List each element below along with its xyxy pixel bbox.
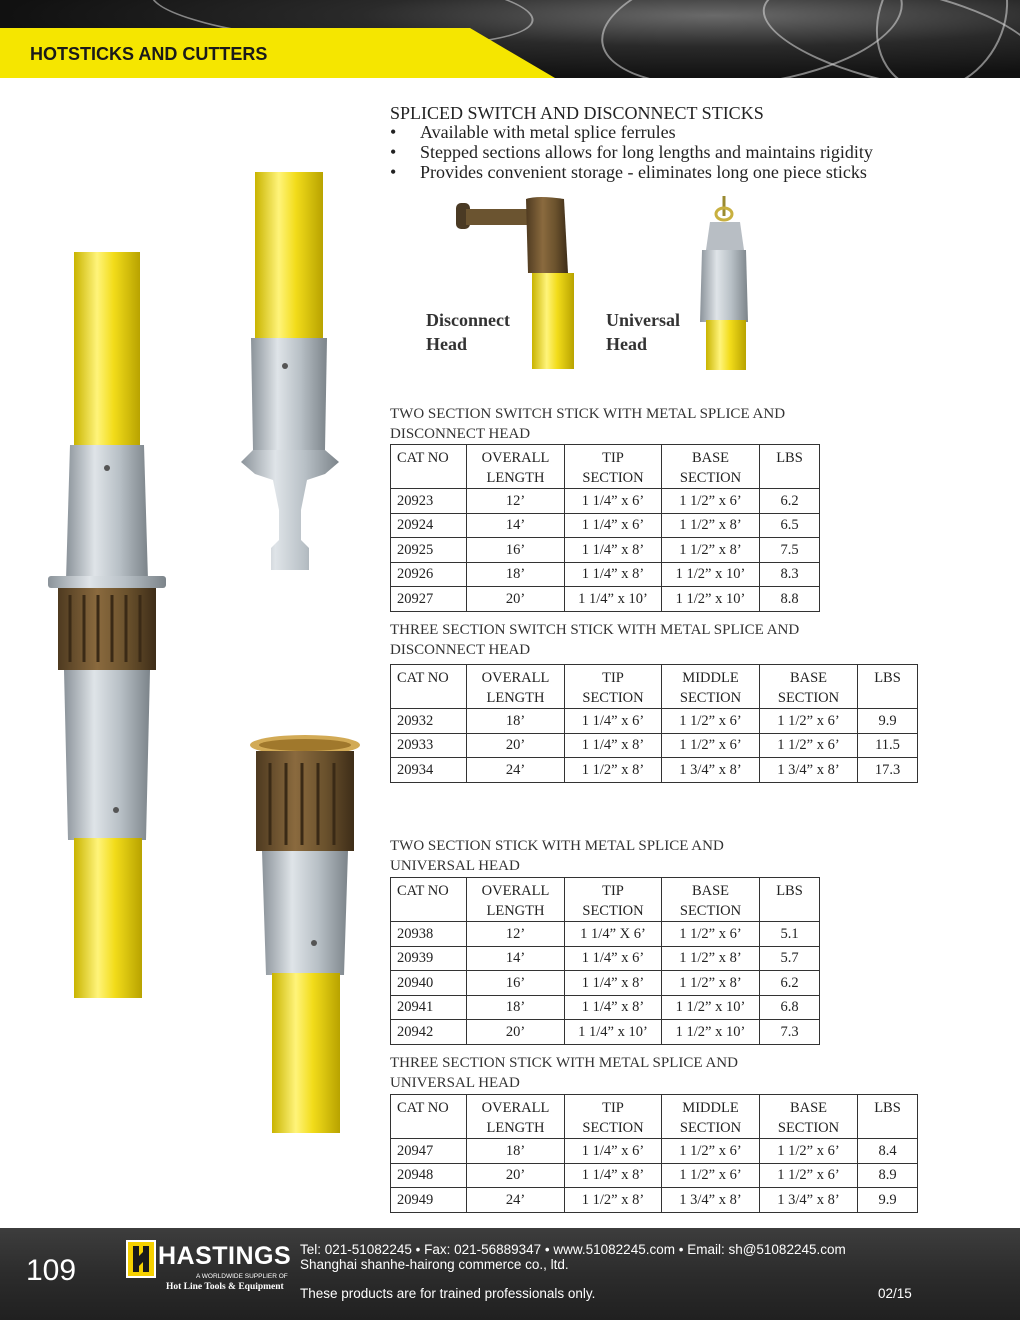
table-row [391,1163,918,1188]
table-cell: 1 1/2” x 10’ [662,995,760,1020]
list-item [390,142,873,162]
table-cell: 18’ [467,995,565,1020]
header-line: LENGTH [486,1120,545,1136]
header-line: CAT NO [397,883,449,899]
column-header [391,445,467,489]
table-cell: 1 1/4” x 6’ [565,513,662,538]
table-cell: 1 1/2” x 6’ [760,1139,858,1164]
date-code: 02/15 [878,1286,912,1301]
header-line: SECTION [582,1120,644,1136]
table-cell: 5.7 [760,946,820,971]
table-row [391,1188,918,1213]
header-line: OVERALL [481,450,550,466]
table-caption [390,620,799,660]
table-cell: 7.3 [760,1020,820,1045]
table-row [391,587,820,612]
header-line: BASE [789,1100,828,1116]
table-cell: 6.2 [760,489,820,514]
label-line: Disconnect [426,310,510,330]
table-cell: 1 1/4” x 8’ [565,971,662,996]
logo-subtitle: Hot Line Tools & Equipment [166,1282,284,1292]
cat-no-cell: 20941 [391,995,467,1020]
header-line: BASE [691,450,730,466]
column-header [391,665,467,709]
cat-no-cell: 20927 [391,587,467,612]
header-line: OVERALL [481,1100,550,1116]
table-row [391,758,918,783]
table-cell: 1 1/2” x 6’ [662,1163,760,1188]
header-line: OVERALL [481,670,550,686]
header-line: TIP [602,883,624,899]
table-cell: 9.9 [858,709,918,734]
table-cell: 1 1/2” x 6’ [760,709,858,734]
table-cell: 1 1/2” x 6’ [662,489,760,514]
universal-ferrule-photo [248,735,368,1135]
table-cell: 1 1/2” x 6’ [760,1163,858,1188]
table-header-row [391,1095,918,1139]
table-cell: 20’ [467,733,565,758]
cat-no-cell: 20924 [391,513,467,538]
table-cell: 9.9 [858,1188,918,1213]
spec-table-two-section-disconnect [390,444,820,612]
cat-no-cell: 20926 [391,562,467,587]
table-cell: 1 1/2” x 10’ [662,562,760,587]
contact-line: Tel: 021-51082245 • Fax: 021-56889347 • www.51082245.com • Email: sh@51082245.com [300,1242,846,1257]
header-line [858,688,917,708]
table-row [391,922,820,947]
bullet-dot: • [390,122,397,142]
table-cell: 6.5 [760,513,820,538]
table-cell: 1 3/4” x 8’ [662,758,760,783]
header-line: BASE [691,883,730,899]
table-cell: 1 1/2” x 8’ [565,1188,662,1213]
caption-line: TWO SECTION STICK WITH METAL SPLICE AND [390,838,724,854]
cat-no-cell: 20942 [391,1020,467,1045]
table-header-row [391,878,820,922]
caption-line: THREE SECTION SWITCH STICK WITH METAL SPLICE AND [390,622,800,638]
list-item [390,162,873,182]
caption-line: UNIVERSAL HEAD [390,858,520,874]
header-line: TIP [602,1100,624,1116]
disconnect-ferrule-photo [235,170,345,580]
spec-table-three-section-universal [390,1094,918,1213]
table-row [391,1139,918,1164]
hastings-logo-icon [126,1240,156,1278]
table-cell: 24’ [467,758,565,783]
spec-table-three-section-disconnect [390,664,918,783]
header-line: SECTION [582,690,644,706]
header-line: SECTION [679,903,742,919]
caption-line: DISCONNECT HEAD [390,426,531,442]
bullet-dot: • [390,142,397,162]
header-line: SECTION [679,1120,742,1136]
table-cell: 8.9 [858,1163,918,1188]
cat-no-cell: 20934 [391,758,467,783]
table-cell: 1 1/4” x 8’ [565,995,662,1020]
header-line [397,1118,466,1138]
table-cell: 1 1/2” x 6’ [760,733,858,758]
table-cell: 8.3 [760,562,820,587]
column-header [565,1095,662,1139]
table-cell: 11.5 [858,733,918,758]
table-cell: 1 1/2” x 6’ [662,709,760,734]
universal-head-photo [696,192,756,370]
table-row [391,733,918,758]
table-cell: 1 3/4” x 8’ [662,1188,760,1213]
table-cell: 1 1/2” x 8’ [662,971,760,996]
column-header [391,1095,467,1139]
section-title: HOTSTICKS AND CUTTERS [30,44,268,64]
page-header [0,0,1020,78]
universal-head-label [606,308,680,356]
table-cell: 14’ [467,946,565,971]
header-line: CAT NO [397,1100,449,1116]
header-line: SECTION [777,1120,840,1136]
table-caption [390,404,785,444]
table-cell: 16’ [467,538,565,563]
column-header [760,1095,858,1139]
header-line [397,901,466,921]
bullet-text: Stepped sections allows for long lengths and maintains rigidity [420,142,873,162]
caption-line: DISCONNECT HEAD [390,642,531,658]
table-cell: 5.1 [760,922,820,947]
cat-no-cell: 20949 [391,1188,467,1213]
table-cell: 20’ [467,1163,565,1188]
header-line [760,901,819,921]
table-caption [390,836,724,876]
table-row [391,995,820,1020]
list-item [390,122,873,142]
cat-no-cell: 20925 [391,538,467,563]
disconnect-head-label [426,308,510,356]
spliced-stick-photo [40,250,175,1000]
table-cell: 1 3/4” x 8’ [760,758,858,783]
header-line: MIDDLE [682,1100,739,1116]
column-header [565,445,662,489]
header-line: LBS [776,883,803,899]
table-cell: 1 1/2” x 8’ [662,946,760,971]
table-row [391,538,820,563]
column-header [467,665,565,709]
table-cell: 1 1/4” x 6’ [565,709,662,734]
table-cell: 20’ [467,587,565,612]
column-header [858,1095,918,1139]
table-cell: 1 1/4” x 6’ [565,489,662,514]
header-line: OVERALL [481,883,550,899]
table-cell: 12’ [467,489,565,514]
table-cell: 1 1/2” x 8’ [565,758,662,783]
column-header [662,665,760,709]
header-line: LENGTH [486,470,545,486]
column-header [391,878,467,922]
cat-no-cell: 20947 [391,1139,467,1164]
table-cell: 1 1/4” x 10’ [565,587,662,612]
table-row [391,513,820,538]
table-cell: 1 1/4” x 10’ [565,1020,662,1045]
table-cell: 24’ [467,1188,565,1213]
table-header-row [391,665,918,709]
caption-line: UNIVERSAL HEAD [390,1075,520,1091]
table-cell: 1 1/2” x 8’ [662,538,760,563]
table-cell: 1 1/4” x 6’ [565,1139,662,1164]
table-row [391,971,820,996]
table-cell: 1 1/4” x 8’ [565,538,662,563]
table-caption [390,1053,738,1093]
table-cell: 1 1/4” X 6’ [565,922,662,947]
header-line: LENGTH [486,690,545,706]
header-line: TIP [602,450,624,466]
page-footer [0,1228,1020,1320]
cat-no-cell: 20948 [391,1163,467,1188]
table-cell: 1 1/2” x 8’ [662,513,760,538]
bullet-text: Provides convenient storage - eliminates long one piece sticks [420,162,867,182]
column-header [858,665,918,709]
column-header [467,1095,565,1139]
header-line: TIP [602,670,624,686]
table-cell: 1 1/4” x 8’ [565,1163,662,1188]
feature-list [390,122,873,182]
table-cell: 1 1/4” x 6’ [565,946,662,971]
header-line: LBS [874,1100,901,1116]
column-header [467,445,565,489]
table-cell: 18’ [467,562,565,587]
logo-tagline: A WORLDWIDE SUPPLIER OF [196,1273,288,1280]
table-cell: 1 1/2” x 10’ [662,1020,760,1045]
table-row [391,489,820,514]
table-cell: 1 1/2” x 10’ [662,587,760,612]
table-header-row [391,445,820,489]
bullet-dot: • [390,162,397,182]
cat-no-cell: 20923 [391,489,467,514]
cat-no-cell: 20940 [391,971,467,996]
header-line [858,1118,917,1138]
page-number: 109 [26,1254,77,1287]
header-line [760,468,819,488]
column-header [662,445,760,489]
header-line: LBS [874,670,901,686]
company-line: Shanghai shanhe-hairong commerce co., ltd. [300,1257,569,1272]
header-line: SECTION [582,903,644,919]
table-cell: 12’ [467,922,565,947]
column-header [662,1095,760,1139]
table-cell: 8.4 [858,1139,918,1164]
header-line: CAT NO [397,450,449,466]
table-cell: 20’ [467,1020,565,1045]
table-cell: 8.8 [760,587,820,612]
column-header [565,878,662,922]
header-line: CAT NO [397,670,449,686]
table-cell: 1 3/4” x 8’ [760,1188,858,1213]
header-line: LBS [776,450,803,466]
intro-title: SPLICED SWITCH AND DISCONNECT STICKS [390,103,764,123]
column-header [760,665,858,709]
table-row [391,562,820,587]
cat-no-cell: 20932 [391,709,467,734]
table-row [391,1020,820,1045]
table-cell: 6.8 [760,995,820,1020]
caption-line: TWO SECTION SWITCH STICK WITH METAL SPLICE AND [390,406,786,422]
bullet-text: Available with metal splice ferrules [420,122,676,142]
column-header [760,878,820,922]
table-cell: 17.3 [858,758,918,783]
label-line: Universal [606,310,680,330]
column-header [662,878,760,922]
column-header [565,665,662,709]
logo-wordmark: HASTINGS [158,1242,292,1270]
table-cell: 16’ [467,971,565,996]
cat-no-cell: 20938 [391,922,467,947]
column-header [467,878,565,922]
table-cell: 18’ [467,1139,565,1164]
table-cell: 1 1/2” x 6’ [662,922,760,947]
header-line [397,468,466,488]
cat-no-cell: 20939 [391,946,467,971]
table-row [391,709,918,734]
caption-line: THREE SECTION STICK WITH METAL SPLICE AND [390,1055,738,1071]
column-header [760,445,820,489]
table-cell: 7.5 [760,538,820,563]
table-cell: 1 1/2” x 6’ [662,733,760,758]
table-row [391,946,820,971]
header-line: MIDDLE [682,670,739,686]
header-line: SECTION [582,470,644,486]
spec-table-two-section-universal [390,877,820,1045]
header-line [397,688,466,708]
table-cell: 1 1/2” x 6’ [662,1139,760,1164]
table-cell: 1 1/4” x 8’ [565,733,662,758]
cat-no-cell: 20933 [391,733,467,758]
header-line: SECTION [777,690,840,706]
header-line: SECTION [679,690,742,706]
header-line: LENGTH [486,903,545,919]
header-line: SECTION [679,470,742,486]
table-cell: 6.2 [760,971,820,996]
label-line: Head [606,334,648,354]
header-line: BASE [789,670,828,686]
table-cell: 14’ [467,513,565,538]
table-cell: 1 1/4” x 8’ [565,562,662,587]
label-line: Head [426,334,468,354]
disclaimer: These products are for trained professionals only. [300,1286,596,1301]
table-cell: 18’ [467,709,565,734]
